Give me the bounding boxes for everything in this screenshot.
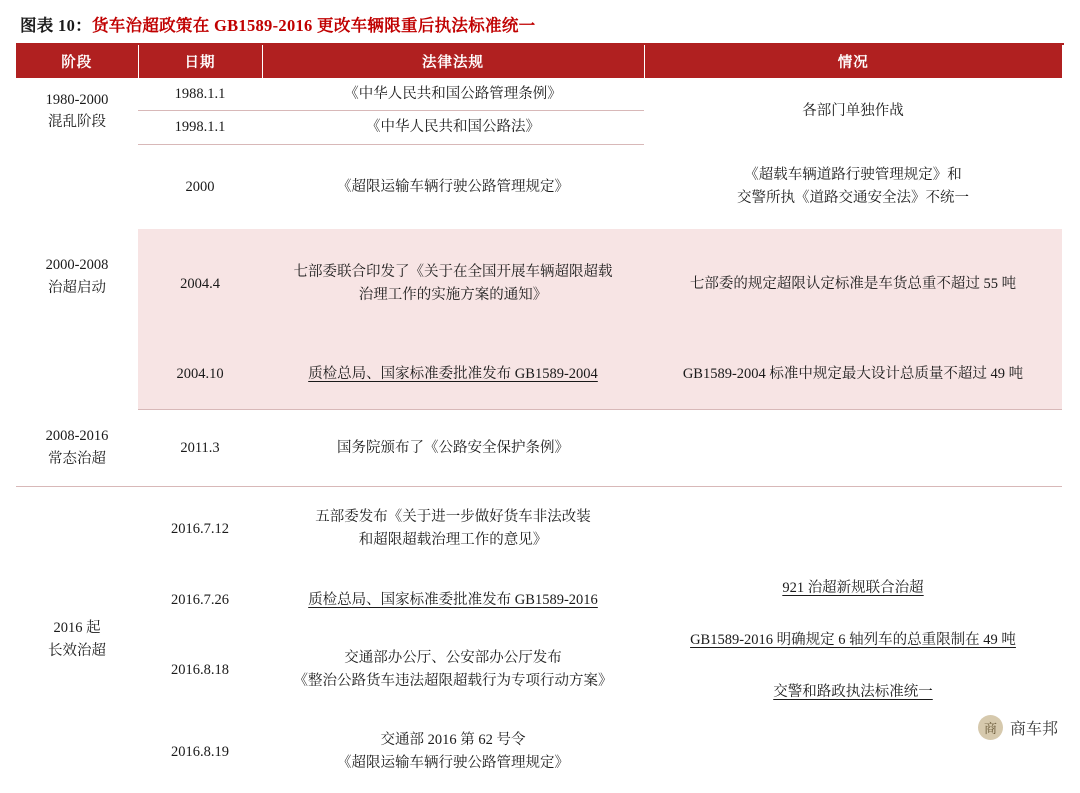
date-cell: 2004.4 — [138, 229, 262, 339]
law-line: 交通部办公厅、公安部办公厅发布 — [344, 650, 562, 667]
law-underlined: 质检总局、国家标准委批准发布 GB1589-2016 — [308, 591, 598, 608]
law-cell: 国务院颁布了《公路安全保护条例》 — [262, 409, 644, 486]
situation-cell — [644, 409, 1062, 486]
stage-period: 2016 起 — [53, 620, 101, 637]
law-line: 治理工作的实施方案的通知》 — [358, 286, 548, 303]
date-cell: 2000 — [185, 178, 215, 195]
law-line: 交通部 2016 第 62 号令 — [380, 732, 526, 749]
situation-line: 交警和路政执法标准统一 — [773, 684, 933, 701]
logo-label: 商车邦 — [1009, 721, 1058, 738]
law-underlined: 质检总局、国家标准委批准发布 GB1589-2004 — [308, 365, 598, 382]
stage-name: 常态治超 — [48, 450, 106, 467]
law-cell — [262, 229, 644, 339]
law-line: 《整治公路货车违法超限超载行为专项行动方案》 — [293, 672, 613, 689]
stage-name: 长效治超 — [48, 642, 106, 659]
table-row — [16, 229, 1062, 339]
stage-cell-3 — [16, 409, 138, 486]
policy-table — [16, 45, 1062, 793]
column-header-law: 法律法规 — [262, 45, 644, 78]
law-cell: 《超限运输车辆行驶公路管理规定》 — [337, 178, 569, 195]
stage-name: 混乱阶段 — [48, 114, 106, 131]
situation-cell: GB1589-2004 标准中规定最大设计总质量不超过 49 吨 — [644, 339, 1062, 410]
date-cell: 1998.1.1 — [138, 111, 262, 144]
situation-cell: 各部门单独作战 — [802, 102, 904, 119]
date-cell: 2011.3 — [138, 409, 262, 486]
table-row — [16, 486, 1062, 571]
situation-cell — [644, 144, 1062, 229]
law-line: 五部委发布《关于进一步做好货车非法改装 — [315, 509, 591, 526]
title-text: 货车治超政策在 GB1589-2016 更改车辆限重后执法标准统一 — [91, 16, 536, 35]
stage-period: 2008-2016 — [45, 428, 109, 445]
date-cell: 2016.7.26 — [171, 591, 229, 608]
situation-cell: 七部委的规定超限认定标准是车货总重不超过 55 吨 — [644, 229, 1062, 339]
law-cell: 《中华人民共和国公路法》 — [262, 111, 644, 144]
logo-icon: 商 — [978, 715, 1003, 740]
law-cell — [262, 629, 644, 711]
stage-name: 治超启动 — [48, 279, 106, 296]
table-row — [16, 144, 1062, 229]
date-cell: 2016.8.18 — [171, 661, 229, 678]
situation-line: 921 治超新规联合治超 — [782, 579, 924, 596]
column-header-stage: 阶段 — [16, 45, 138, 78]
law-cell — [262, 571, 644, 629]
table-header-row — [16, 45, 1062, 78]
law-cell: 《中华人民共和国公路管理条例》 — [262, 78, 644, 111]
stage-period: 2000-2008 — [45, 257, 109, 274]
law-cell — [262, 486, 644, 571]
date-cell: 2016.7.12 — [171, 520, 229, 537]
stage-cell-2 — [16, 144, 138, 409]
brand-logo — [978, 715, 1058, 740]
stage-period: 1980-2000 — [45, 91, 109, 108]
law-line: 《超限运输车辆行驶公路管理规定》 — [337, 754, 569, 771]
page-title — [16, 12, 1064, 45]
table-row — [16, 339, 1062, 410]
column-header-date: 日期 — [138, 45, 262, 78]
table-row — [16, 78, 1062, 111]
situation-line: 交警所执《道路交通安全法》不统一 — [737, 189, 969, 206]
title-label: 图表 10： — [20, 16, 92, 35]
law-cell — [262, 339, 644, 410]
situation-line: GB1589-2016 明确规定 6 轴列车的总重限制在 49 吨 — [690, 631, 1016, 648]
table-row — [16, 409, 1062, 486]
situation-line: 《超载车辆道路行驶管理规定》和 — [744, 167, 962, 184]
column-header-situation: 情况 — [644, 45, 1062, 78]
date-cell: 1988.1.1 — [138, 78, 262, 111]
law-line: 七部委联合印发了《关于在全国开展车辆超限超载 — [293, 264, 613, 281]
stage-cell-4 — [16, 486, 138, 793]
situation-cell — [644, 486, 1062, 793]
date-cell: 2016.8.19 — [171, 743, 229, 760]
stage-cell-1 — [16, 78, 138, 144]
law-line: 和超限超载治理工作的意见》 — [358, 531, 548, 548]
date-cell: 2004.10 — [138, 339, 262, 410]
